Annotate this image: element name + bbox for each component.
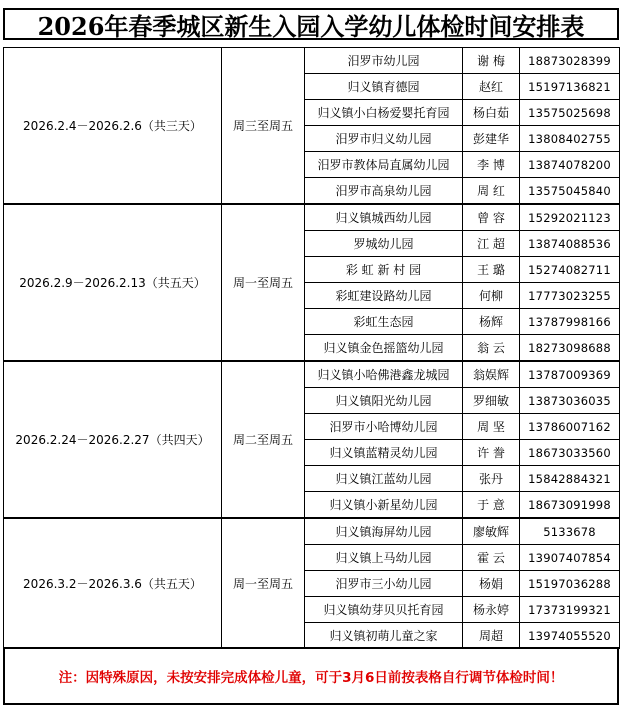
date-range-cell: 2026.2.24－2026.2.27（共四天） bbox=[4, 361, 222, 518]
school-name-cell: 罗城幼儿园 bbox=[305, 231, 463, 257]
phone-number-cell: 13874078200 bbox=[520, 152, 620, 178]
contact-name-cell: 江 超 bbox=[463, 231, 520, 257]
contact-name-cell: 霍 云 bbox=[463, 545, 520, 571]
schedule-table-body bbox=[4, 48, 620, 649]
schedule-table bbox=[3, 47, 620, 649]
date-range-cell: 2026.3.2－2026.3.6（共五天） bbox=[4, 518, 222, 649]
phone-number-cell: 15197036288 bbox=[520, 571, 620, 597]
school-name-cell: 归义镇阳光幼儿园 bbox=[305, 388, 463, 414]
phone-number-cell: 18873028399 bbox=[520, 48, 620, 74]
contact-name-cell: 周 红 bbox=[463, 178, 520, 205]
school-name-cell: 归义镇幼芽贝贝托育园 bbox=[305, 597, 463, 623]
contact-name-cell: 翁娱辉 bbox=[463, 361, 520, 388]
contact-name-cell: 许 誊 bbox=[463, 440, 520, 466]
school-name-cell: 归义镇城西幼儿园 bbox=[305, 204, 463, 231]
table-row bbox=[4, 48, 620, 74]
phone-number-cell: 13575025698 bbox=[520, 100, 620, 126]
contact-name-cell: 罗细敏 bbox=[463, 388, 520, 414]
weekday-range-cell: 周一至周五 bbox=[222, 204, 305, 361]
date-range-cell: 2026.2.9－2026.2.13（共五天） bbox=[4, 204, 222, 361]
notice-text: 注：因特殊原因，未按安排完成体检儿童，可于3月6日前按表格自行调节体检时间！ bbox=[3, 647, 619, 705]
contact-name-cell: 张丹 bbox=[463, 466, 520, 492]
contact-name-cell: 翁 云 bbox=[463, 335, 520, 362]
phone-number-cell: 15197136821 bbox=[520, 74, 620, 100]
page-title: 2026年春季城区新生入园入学幼儿体检时间安排表 bbox=[3, 8, 619, 40]
school-name-cell: 汨罗市归义幼儿园 bbox=[305, 126, 463, 152]
phone-number-cell: 15274082711 bbox=[520, 257, 620, 283]
contact-name-cell: 曾 容 bbox=[463, 204, 520, 231]
contact-name-cell: 杨永婷 bbox=[463, 597, 520, 623]
date-range-cell: 2026.2.4－2026.2.6（共三天） bbox=[4, 48, 222, 205]
phone-number-cell: 15842884321 bbox=[520, 466, 620, 492]
phone-number-cell: 13575045840 bbox=[520, 178, 620, 205]
school-name-cell: 归义镇小哈佛港鑫龙城园 bbox=[305, 361, 463, 388]
school-name-cell: 归义镇上马幼儿园 bbox=[305, 545, 463, 571]
school-name-cell: 彩 虹 新 村 园 bbox=[305, 257, 463, 283]
contact-name-cell: 周超 bbox=[463, 623, 520, 649]
school-name-cell: 归义镇初萌儿童之家 bbox=[305, 623, 463, 649]
weekday-range-cell: 周三至周五 bbox=[222, 48, 305, 205]
phone-number-cell: 18673033560 bbox=[520, 440, 620, 466]
school-name-cell: 汨罗市三小幼儿园 bbox=[305, 571, 463, 597]
table-row bbox=[4, 518, 620, 545]
contact-name-cell: 杨白茹 bbox=[463, 100, 520, 126]
contact-name-cell: 杨辉 bbox=[463, 309, 520, 335]
phone-number-cell: 15292021123 bbox=[520, 204, 620, 231]
phone-number-cell: 13787998166 bbox=[520, 309, 620, 335]
contact-name-cell: 于 意 bbox=[463, 492, 520, 519]
school-name-cell: 归义镇小新星幼儿园 bbox=[305, 492, 463, 519]
school-name-cell: 汨罗市小哈博幼儿园 bbox=[305, 414, 463, 440]
contact-name-cell: 李 博 bbox=[463, 152, 520, 178]
weekday-range-cell: 周二至周五 bbox=[222, 361, 305, 518]
school-name-cell: 归义镇海屏幼儿园 bbox=[305, 518, 463, 545]
phone-number-cell: 13974055520 bbox=[520, 623, 620, 649]
contact-name-cell: 周 坚 bbox=[463, 414, 520, 440]
phone-number-cell: 13873036035 bbox=[520, 388, 620, 414]
contact-name-cell: 王 璐 bbox=[463, 257, 520, 283]
table-row bbox=[4, 361, 620, 388]
school-name-cell: 汨罗市高泉幼儿园 bbox=[305, 178, 463, 205]
phone-number-cell: 13787009369 bbox=[520, 361, 620, 388]
contact-name-cell: 谢 梅 bbox=[463, 48, 520, 74]
phone-number-cell: 17373199321 bbox=[520, 597, 620, 623]
weekday-range-cell: 周一至周五 bbox=[222, 518, 305, 649]
school-name-cell: 归义镇蓝精灵幼儿园 bbox=[305, 440, 463, 466]
school-name-cell: 彩虹生态园 bbox=[305, 309, 463, 335]
phone-number-cell: 13808402755 bbox=[520, 126, 620, 152]
school-name-cell: 汨罗市幼儿园 bbox=[305, 48, 463, 74]
phone-number-cell: 18273098688 bbox=[520, 335, 620, 362]
contact-name-cell: 彭建华 bbox=[463, 126, 520, 152]
school-name-cell: 汨罗市教体局直属幼儿园 bbox=[305, 152, 463, 178]
contact-name-cell: 杨娟 bbox=[463, 571, 520, 597]
table-row bbox=[4, 204, 620, 231]
phone-number-cell: 13907407854 bbox=[520, 545, 620, 571]
contact-name-cell: 赵红 bbox=[463, 74, 520, 100]
school-name-cell: 归义镇江蓝幼儿园 bbox=[305, 466, 463, 492]
phone-number-cell: 13874088536 bbox=[520, 231, 620, 257]
phone-number-cell: 17773023255 bbox=[520, 283, 620, 309]
phone-number-cell: 18673091998 bbox=[520, 492, 620, 519]
school-name-cell: 归义镇育德园 bbox=[305, 74, 463, 100]
school-name-cell: 归义镇金色摇篮幼儿园 bbox=[305, 335, 463, 362]
school-name-cell: 彩虹建设路幼儿园 bbox=[305, 283, 463, 309]
phone-number-cell: 13786007162 bbox=[520, 414, 620, 440]
contact-name-cell: 何柳 bbox=[463, 283, 520, 309]
school-name-cell: 归义镇小白杨爱婴托育园 bbox=[305, 100, 463, 126]
contact-name-cell: 廖敏辉 bbox=[463, 518, 520, 545]
phone-number-cell: 5133678 bbox=[520, 518, 620, 545]
